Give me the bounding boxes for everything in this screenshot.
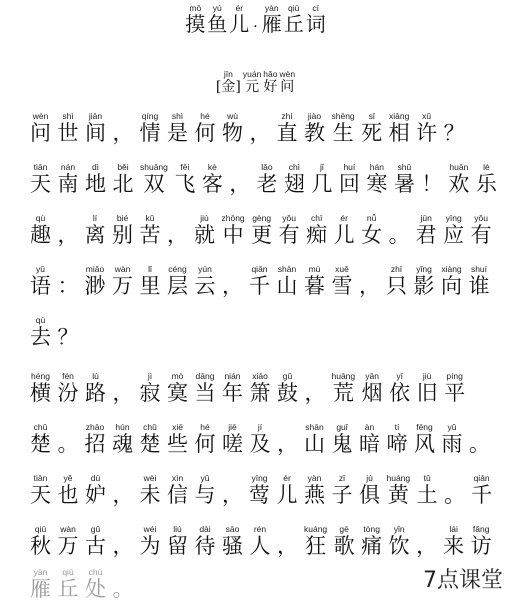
poem-char: 来lái [443,524,465,558]
pinyin: ér [229,3,250,13]
poem-char: 年nián [222,371,243,405]
poem-char: 应yīng [443,213,465,247]
pinyin: lè [475,162,497,172]
pinyin: huáng [386,473,411,483]
poem-char: 里lǐ [139,264,161,298]
poem-char: 寞mò [167,371,188,405]
punctuation: ， [222,483,243,507]
title-char: 丘qiū [283,3,304,36]
pinyin: lí [84,213,106,223]
poem-char: 为wéi [139,524,161,558]
pinyin: qiān [249,264,270,274]
punctuation: ， [277,534,298,558]
pinyin: xuě [331,264,353,274]
poem-char: 北běi [112,162,134,196]
pinyin: kǔ [139,213,161,223]
title-char: 鱼yú [207,3,228,36]
pinyin: hán [366,162,388,172]
poem-char: 向xiàng [441,264,462,298]
pinyin: chǔ [139,422,161,432]
poem-char: 烟yān [361,371,383,405]
pinyin: yān [361,371,383,381]
poem-char: 生shēng [331,111,355,145]
poem-char: 儿ér [276,473,298,507]
pinyin: kè [201,162,223,172]
poem-char: 丘qiū [57,567,79,601]
poem-char: 天tiān [30,473,51,507]
punctuation: 。 [57,432,79,456]
pinyin: nǚ [361,213,383,223]
pinyin: dāng [194,371,216,381]
poem-char: 相xiāng [388,111,410,145]
pinyin: nián [222,371,243,381]
poem-char: 是shì [167,111,188,145]
pinyin: lái [443,524,465,534]
pinyin: tiān [30,162,51,172]
poem-char: 物wù [222,111,243,145]
poem-char: 饮yǐn [388,524,410,558]
poem-char: 与yǔ [194,473,216,507]
pinyin: yàn [30,567,51,577]
pinyin: xiàng [441,264,462,274]
poem-char: 欢huān [448,162,470,196]
punctuation: ， [112,483,134,507]
poem-char: 雨yǔ [441,422,463,456]
pinyin: sǐ [361,111,383,121]
poem-char: 横héng [30,371,51,405]
poem-char: 信xìn [167,473,188,507]
poem-char: 万wàn [57,524,79,558]
title-char: 摸mō [185,3,206,36]
poem-char: 更gèng [251,213,273,247]
poem-char: 嗟jiē [222,422,243,456]
pinyin: yě [57,473,79,483]
pinyin: lù [85,371,106,381]
pinyin: dì [85,162,106,172]
pinyin: huān [448,162,470,172]
poem-char: 云yún [194,264,216,298]
pinyin: wèn [30,111,51,121]
pinyin: jí [249,422,271,432]
poem-char: 暗àn [359,422,380,456]
pinyin: bié [112,213,133,223]
pinyin: fēng [414,422,435,432]
pinyin: jūn [415,213,437,223]
poem-char: 雁yàn [30,567,51,601]
pinyin: jiān [85,111,106,121]
poem-char: 离lí [84,213,106,247]
pinyin: yǔ [30,264,51,274]
pinyin: qiū [283,3,304,13]
poem-char: 路lù [85,371,106,405]
poem-char: 痴chī [306,213,328,247]
pinyin: wéi [139,524,161,534]
pinyin: yǐn [388,524,410,534]
poem-char: 世shì [57,111,79,145]
pinyin: mō [185,3,206,13]
poem-char: 地dì [85,162,106,196]
poem-char: 狂kuáng [304,524,328,558]
pinyin: yǒu [278,213,300,223]
poem-line [30,568,140,603]
poem-char: 趣qù [30,213,51,247]
poem-char: 处chù [85,567,106,601]
author-char: 问wèn [279,69,296,95]
poem-char: 些xiē [167,422,188,456]
poem-char: 中zhōng [221,213,245,247]
pinyin: jiào [304,111,325,121]
pinyin: tòng [361,524,383,534]
pinyin: zǐ [331,473,353,483]
poem-char: 乐lè [475,162,497,196]
poem-char: 招zhāo [84,422,106,456]
pinyin: jù [359,473,380,483]
punctuation: ！ [421,172,443,196]
author-char: 元yuán [242,69,262,95]
pinyin: yīng [249,473,270,483]
poem-char: 歌gē [333,524,355,558]
poem-char: 骚sāo [222,524,243,558]
pinyin: gē [333,524,355,534]
poem-char: 只zhī [386,264,407,298]
poem-char: 去qù [30,315,51,349]
pinyin: yún [194,264,216,274]
pinyin: dài [194,524,216,534]
pinyin: xiāo [249,371,271,381]
punctuation: ？ [443,121,465,145]
punctuation: ， [57,223,79,247]
poem-line [30,525,498,560]
punctuation: ， [112,534,134,558]
pinyin: zhōng [221,213,245,223]
poem-char: 当dāng [194,371,216,405]
pinyin: jǐ [311,162,333,172]
punctuation: ， [167,223,188,247]
poem-char: 燕yàn [304,473,325,507]
poem-char: 暑shǔ [393,162,415,196]
poem-char: 山shān [276,264,298,298]
poem-char: 南nán [57,162,79,196]
pinyin: sāo [222,524,243,534]
pinyin: qù [30,315,51,325]
pinyin: jì [139,371,161,381]
pinyin: yī [389,371,411,381]
pinyin: nán [57,162,79,172]
poem-char: 寒hán [366,162,388,196]
pinyin: tǔ [416,473,438,483]
poem-char: 君jūn [415,213,437,247]
pinyin: wàn [112,264,133,274]
poem-char: 翅chì [283,162,305,196]
pinyin: rén [249,524,271,534]
poem-char: 待dài [194,524,216,558]
pinyin: shān [304,422,325,432]
pinyin: tí [386,422,408,432]
pinyin: lǐ [139,264,161,274]
pinyin: yú [207,3,228,13]
punctuation: 。 [112,577,134,601]
poem-char: 何hé [194,422,216,456]
pinyin: hún [112,422,133,432]
poem-char: 有yǒu [278,213,300,247]
pinyin: mù [304,264,325,274]
poem-char: 荒huāng [331,371,356,405]
poem-char: 莺yīng [249,473,270,507]
pinyin: yuán [242,69,262,79]
pinyin: wèn [279,69,296,79]
poem-char: 鼓gǔ [277,371,298,405]
pinyin: yǔ [441,422,463,432]
pinyin: shì [57,111,79,121]
poem-char: 何hé [194,111,216,145]
poem-author [0,70,511,96]
punctuation: ？ [57,325,79,349]
punctuation: ， [112,381,134,405]
poem-char: 旧jiù [416,371,438,405]
poem-char: 风fēng [414,422,435,456]
pinyin: chù [85,567,106,577]
poem-char: 死sǐ [361,111,383,145]
pinyin: lǎo [256,162,278,172]
title-separator: · [253,19,258,35]
poem-line [30,474,499,509]
poem-char: 魂hún [112,422,133,456]
pinyin: yǔ [194,473,216,483]
poem-char: 儿ér [333,213,355,247]
poem-char: 问wèn [30,111,51,145]
pinyin: wàn [57,524,79,534]
pinyin: wèi [139,473,161,483]
pinyin: yīng [443,213,465,223]
poem-char: 千qiān [249,264,270,298]
pinyin: yǐng [413,264,435,274]
pinyin: jiù [194,213,215,223]
poem-char: 访fǎng [470,524,492,558]
pinyin: gèng [251,213,273,223]
poem-char: 汾fén [57,371,79,405]
punctuation: ， [304,381,326,405]
poem-line [30,423,496,458]
pinyin: shì [167,111,188,121]
poem-title [0,4,511,37]
poem-char: 俱jù [359,473,380,507]
pinyin: yàn [304,473,325,483]
pinyin: hé [194,111,216,121]
pinyin: shǔ [393,162,415,172]
poem-char: 几jǐ [311,162,333,196]
pinyin: kuáng [304,524,328,534]
punctuation: ， [359,274,380,298]
punctuation: ， [249,121,271,145]
poem-char: 未wèi [139,473,161,507]
watermark: 7点课堂 [423,568,503,593]
poem-char: 许xǔ [416,111,438,145]
punctuation: 。 [388,223,410,247]
punctuation: ， [112,121,134,145]
poem-char: 山shān [304,422,325,456]
pinyin: huí [338,162,360,172]
poem-char: 语yǔ [30,264,51,298]
poem-char: 妒dù [85,473,106,507]
punctuation: ， [416,534,438,558]
pinyin: héng [30,371,51,381]
poem-line [30,316,85,351]
poem-char: 人rén [249,524,271,558]
poem-char: 子zǐ [331,473,353,507]
pinyin: fǎng [470,524,492,534]
pinyin: shuí [468,264,490,274]
punctuation: 。 [444,483,466,507]
poem-char: 千qiān [471,473,493,507]
pinyin: shēng [331,111,355,121]
poem-char: 女nǚ [361,213,383,247]
pinyin: xìn [167,473,188,483]
poem-char: 也yě [57,473,79,507]
poem-char: 谁shuí [468,264,490,298]
pinyin: yàn [261,3,282,13]
author-dynasty: [金]jīn [215,69,241,95]
pinyin: zhī [386,264,407,274]
poem-char: 寂jì [139,371,161,405]
poem-char: 依yī [389,371,411,405]
poem-char: 秋qiū [30,524,51,558]
poem-char: 间jiān [85,111,106,145]
title-char: 儿ér [229,3,250,36]
pinyin: huāng [331,371,356,381]
poem-char: 直zhí [276,111,298,145]
pinyin: fén [57,371,79,381]
pinyin: qiū [30,524,51,534]
title-char: 雁yàn [261,3,282,36]
pinyin: tiān [30,473,51,483]
poem-char: 楚chǔ [139,422,161,456]
poem-line [30,372,472,407]
pinyin: guǐ [331,422,353,432]
poem-char: 双shuāng [140,162,168,196]
pinyin: xǔ [416,111,438,121]
poem-char: 平píng [444,371,466,405]
poem-char: 老lǎo [256,162,278,196]
pinyin: liú [167,524,188,534]
pinyin: ér [276,473,298,483]
poem-char: 雪xuě [331,264,353,298]
pinyin: qíng [139,111,161,121]
poem-char: 渺miǎo [84,264,106,298]
poem-char: 古gǔ [85,524,106,558]
pinyin: fēi [174,162,196,172]
pinyin: dù [85,473,106,483]
pinyin: hǎo [263,69,278,79]
poem-char: 层céng [167,264,188,298]
poem-char: 留liú [167,524,188,558]
pinyin: qù [30,213,51,223]
pinyin: hé [194,422,216,432]
poem-char: 飞fēi [174,162,196,196]
pinyin: jiē [222,422,243,432]
pinyin: cí [305,3,326,13]
pinyin: zhí [276,111,298,121]
pinyin: jīn [215,69,241,79]
pinyin: běi [112,162,134,172]
pinyin: xiē [167,422,188,432]
pinyin: gǔ [277,371,298,381]
poem-char: 暮mù [304,264,325,298]
poem-char: 楚chǔ [30,422,51,456]
pinyin: jiù [416,371,438,381]
poem-char: 天tiān [30,162,51,196]
poem-line [30,112,471,147]
pinyin: gǔ [85,524,106,534]
poem-char: 就jiù [194,213,215,247]
poem-char: 鬼guǐ [331,422,353,456]
pinyin: yǒu [470,213,492,223]
pinyin: qiū [57,567,79,577]
poem-char: 啼tí [386,422,408,456]
poem-char: 万wàn [112,264,133,298]
poem-line [30,214,498,249]
pinyin: xiāng [388,111,410,121]
pinyin: shān [276,264,298,274]
poem-line [30,265,496,300]
pinyin: chì [283,162,305,172]
punctuation: ， [222,274,243,298]
poem-char: 情qíng [139,111,161,145]
poem-char: 黄huáng [386,473,411,507]
poem-char: 及jí [249,422,271,456]
poem-char: 教jiào [304,111,325,145]
pinyin: chī [306,213,328,223]
poem-char: 箫xiāo [249,371,271,405]
poem-char: 土tǔ [416,473,438,507]
poem-char: 苦kǔ [139,213,161,247]
pinyin: píng [444,371,466,381]
pinyin: àn [359,422,380,432]
poem-char: 回huí [338,162,360,196]
pinyin: shuāng [140,162,168,172]
pinyin: ér [333,213,355,223]
title-char: 词cí [305,3,326,36]
author-char: 好hǎo [263,69,278,95]
poem-char: 有yǒu [470,213,492,247]
pinyin: chǔ [30,422,51,432]
pinyin: wù [222,111,243,121]
pinyin: céng [167,264,188,274]
punctuation: 。 [469,432,490,456]
poem-char: 痛tòng [361,524,383,558]
poem-line [30,163,503,198]
pinyin: zhāo [84,422,106,432]
poem-char: 别bié [112,213,133,247]
punctuation: ： [57,274,79,298]
punctuation: ， [277,432,298,456]
pinyin: miǎo [84,264,106,274]
poem-char: 客kè [201,162,223,196]
punctuation: ， [229,172,251,196]
pinyin: mò [167,371,188,381]
poem-char: 影yǐng [413,264,435,298]
pinyin: qiān [471,473,493,483]
